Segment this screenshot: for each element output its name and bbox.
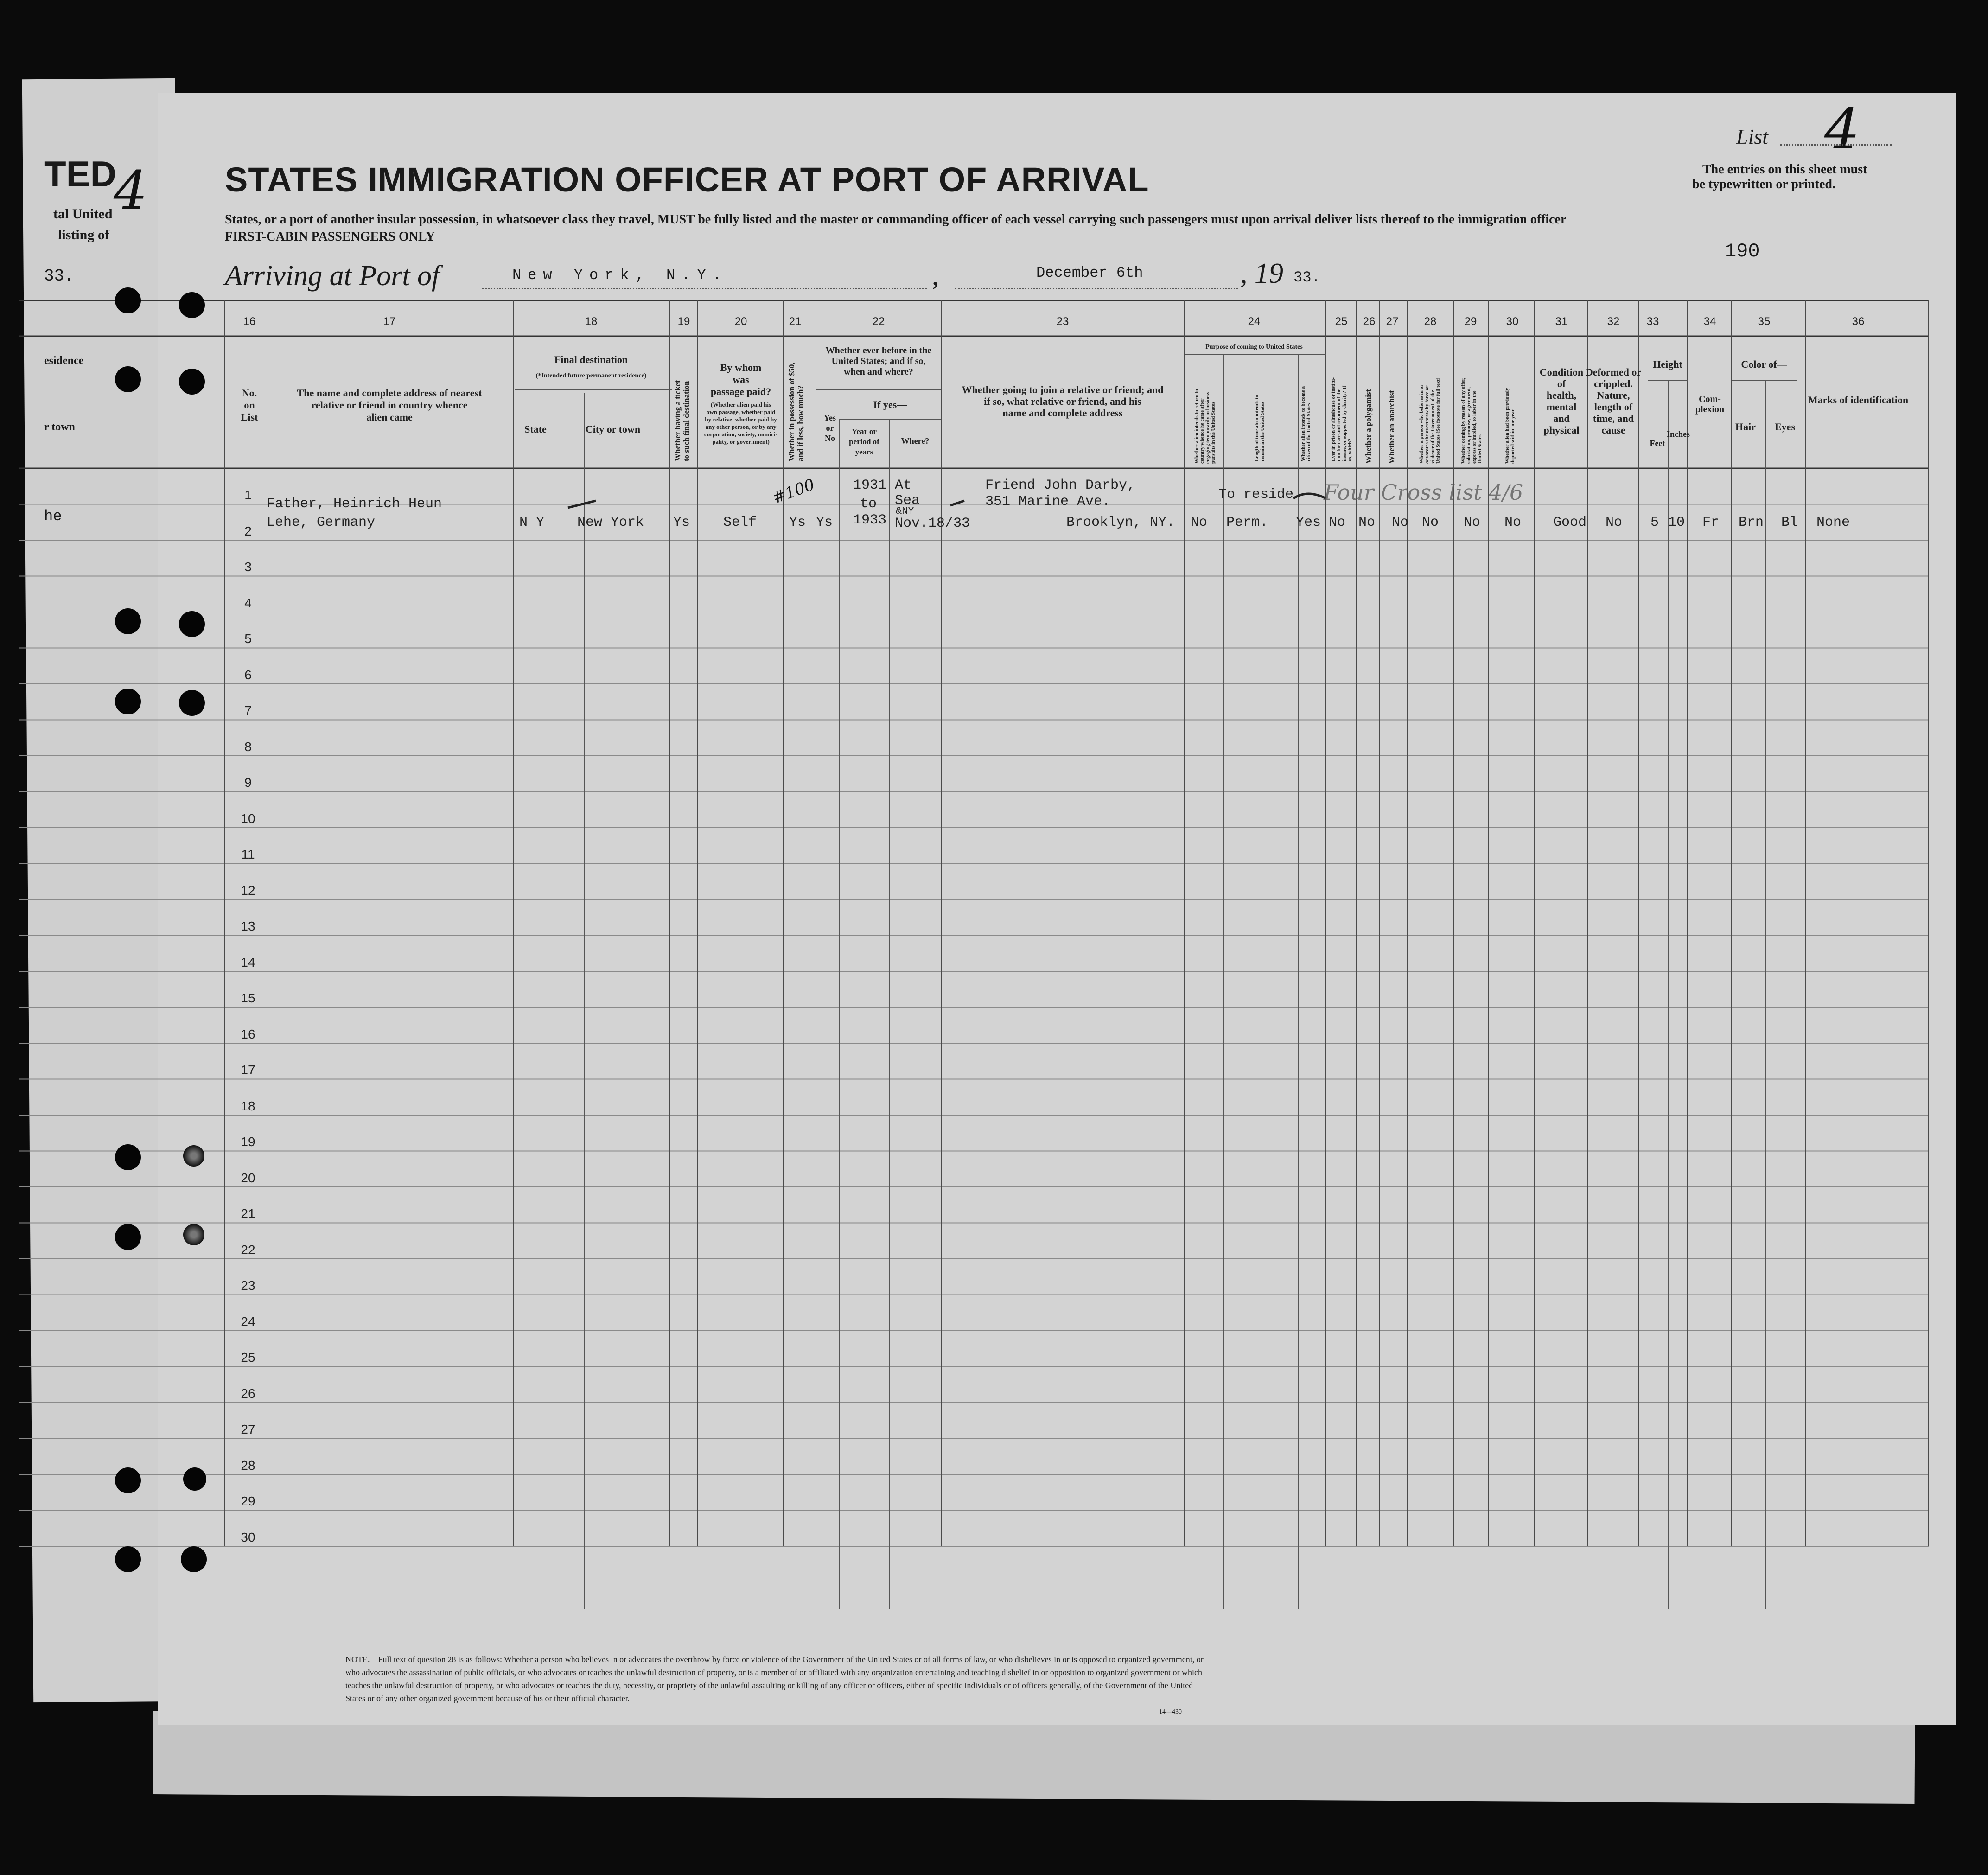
punch-hole: [115, 1144, 141, 1170]
column-number: 22: [872, 315, 885, 328]
sheet-number: 190: [1725, 240, 1760, 262]
flap-title: TED: [44, 153, 116, 194]
header-purpose-length: Length of time alien intends to remain in the United States: [1254, 395, 1265, 461]
footnote: NOTE.—Full text of question 28 is as follows: Whether a person who believes in or advocates the overthrow by force or violence of the Government of the United States or of all forms of law, or who disbelieves in or is opposed to organized government, or who advocates the assassination of public officials, or who advocates or teaches the unlawful destruction of property, or is a member of or affiliated with any organization entertaining and teaching disbelief in or opposition to organized government or which teaches the unlawful destruction of property, or who advocates or teaches the duty, necessity, or propriety of the unlawful assaulting or killing of any officer or officers, either of specific individuals or of officers generally, of the Government of the United States or of any other organized government because of his or their official character.: [345, 1655, 1204, 1703]
header-by-whom: By whom was passage paid?: [710, 362, 771, 397]
punch-hole: [115, 287, 141, 313]
header-no-on-list: No. on List: [241, 387, 258, 423]
cell-joining: Friend John Darby,: [985, 478, 1136, 493]
header-year-period: Year or period of years: [849, 427, 879, 456]
header-feet: Feet: [1650, 439, 1665, 448]
row-number: 22: [241, 1242, 255, 1257]
separator: ,: [932, 260, 939, 291]
header-possession: Whether in possession of $50, and if less, how much?: [787, 362, 805, 461]
punch-hole: [115, 689, 141, 714]
cell-complexion: Fr: [1702, 515, 1720, 530]
header-ever-before: Whether ever before in the United States; and if so, when and where?: [825, 345, 932, 377]
cell-possession: Ys: [789, 515, 806, 530]
header-height: Height: [1653, 358, 1682, 370]
cell-where: Sea: [895, 493, 920, 509]
row-number: 10: [241, 811, 255, 826]
column-number: 17: [383, 315, 396, 328]
arrival-date: December 6th: [1036, 264, 1143, 281]
cell-marks: None: [1816, 515, 1850, 530]
header-color-of: Color of—: [1741, 358, 1787, 370]
cell-relative: Lehe, Germany: [267, 515, 376, 530]
header-ticket: Whether having a ticket to such final destination: [673, 380, 691, 461]
header-deformed: Deformed or crippled. Nature, length of time, and cause: [1585, 366, 1642, 436]
column-number: 25: [1335, 315, 1348, 328]
header-nearest-relative: The name and complete address of nearest relative or friend in country whence alien came: [297, 387, 482, 423]
punch-hole: [179, 611, 205, 637]
column-number: 16: [243, 315, 256, 328]
punch-hole: [115, 1467, 141, 1493]
cell-possession-handwritten: #100: [770, 475, 817, 508]
row-number: 11: [241, 847, 255, 861]
row-number: 23: [241, 1278, 255, 1293]
form-code: 14—430: [1159, 1709, 1182, 1716]
header-anarchist: Whether an anarchist: [1387, 390, 1396, 464]
header-where: Where?: [901, 436, 930, 446]
column-number: 19: [677, 315, 690, 328]
column-number: 26: [1363, 315, 1376, 328]
row-number: 9: [244, 775, 252, 790]
row-number: 2: [244, 523, 252, 538]
cell-joining: 351 Marine Ave.: [985, 494, 1111, 510]
column-number: 20: [734, 315, 747, 328]
header-final-destination-note: (*Intended future permanent residence): [535, 372, 647, 379]
cell-where: &NY: [896, 505, 914, 517]
cell-years: to: [860, 496, 877, 512]
row-number: 19: [241, 1135, 255, 1149]
punch-hole: [179, 292, 205, 318]
column-number: 34: [1703, 315, 1716, 328]
page-subtitle: States, or a port of another insular possession, in whatsoever class they travel, MUST be fully listed and the master or commanding officer of each vessel carrying such passengers must upon arrival deliver lists thereof to the immigration officer: [225, 212, 1567, 227]
row-number: 3: [244, 560, 252, 574]
header-contract-labor: Whether coming by reason of any offer, solicitation, promise, or agreement, express or implied, to labor in the United States: [1460, 377, 1483, 464]
header-purpose-citizen: Whether alien intends to become a citizen of the United States: [1300, 386, 1312, 461]
punch-hole: [115, 1224, 141, 1250]
punch-hole: [115, 366, 141, 392]
punch-hole: [183, 1145, 204, 1167]
cell-feet: 5: [1650, 515, 1659, 530]
cell-relative: Father, Heinrich Heun: [267, 496, 442, 512]
column-number: 27: [1386, 315, 1399, 328]
row-number: 15: [241, 991, 255, 1005]
row-number: 12: [241, 883, 255, 898]
row-number: 6: [244, 667, 252, 682]
row-number: 27: [241, 1422, 255, 1436]
flap-year: 33.: [44, 267, 74, 286]
header-complexion: Com- plexion: [1695, 394, 1725, 415]
cell-ever-before: Ys: [816, 515, 833, 530]
column-number: 36: [1852, 315, 1865, 328]
header-deported: Whether alien had been previously deported within one year: [1504, 388, 1516, 464]
header-joining: Whether going to join a relative or friend; and if so, what relative or friend, and his name and complete address: [962, 384, 1164, 419]
row-number: 29: [241, 1494, 255, 1508]
cell-eyes: Bl: [1781, 515, 1798, 530]
handwritten-annotation: Four Cross list 4/6: [1324, 480, 1523, 505]
header-polygamist: Whether a polygamist: [1364, 389, 1373, 464]
header-city: City or town: [585, 423, 641, 435]
flap-residence-label: esidence: [44, 355, 84, 367]
punch-hole: [115, 608, 141, 634]
row-number: 21: [241, 1206, 255, 1221]
punch-hole: [115, 1546, 141, 1572]
column-number: 28: [1424, 315, 1437, 328]
cell-where: At: [895, 478, 912, 493]
column-number: 21: [789, 315, 802, 328]
cell-years: 1931: [853, 478, 887, 493]
cell-contract: No: [1464, 515, 1481, 530]
column-number: 24: [1248, 315, 1261, 328]
row-number: 8: [244, 739, 252, 754]
punch-hole: [181, 1546, 207, 1572]
cell-overthrow: No: [1422, 515, 1439, 530]
row-number: 17: [241, 1063, 255, 1077]
flap-entry: he: [44, 508, 62, 525]
cell-health: Good: [1553, 515, 1587, 530]
cell-purpose-length: Perm.: [1226, 515, 1268, 530]
column-number: 33: [1646, 315, 1659, 328]
cell-paid-by: Self: [723, 515, 757, 530]
header-purpose: Purpose of coming to United States: [1205, 344, 1303, 351]
row-number: 14: [241, 955, 255, 969]
arrival-port: New York, N.Y.: [512, 267, 728, 284]
header-overthrow: Whether a person who believes in or advocates the overthrow by force or violence of the Government of the United States (See footnote for full text): [1419, 377, 1441, 464]
punch-hole: [179, 690, 205, 716]
flap-handwritten-number: 4: [114, 160, 148, 222]
row-number: 20: [241, 1170, 255, 1185]
row-number: 28: [241, 1458, 255, 1473]
cell-deformed: No: [1606, 515, 1623, 530]
header-health: Condition of health, mental and physical: [1539, 366, 1584, 436]
cell-state: N Y: [519, 515, 545, 530]
header-final-destination: Final destination: [554, 354, 628, 365]
row-number: 4: [244, 595, 252, 610]
row-number: 13: [241, 919, 255, 933]
cell-polygamist: No: [1358, 515, 1376, 530]
header-purpose-return: Whether alien intends to return to country whence he came after engaging temporarily in business pursuits in the United States: [1194, 389, 1216, 464]
cell-where: Nov.18/33: [895, 516, 970, 531]
punch-hole: [183, 1224, 204, 1245]
cell-anarchist: No: [1392, 515, 1409, 530]
cell-inches: 10: [1668, 515, 1685, 530]
header-state: State: [524, 423, 547, 435]
header-if-yes: If yes—: [873, 399, 907, 410]
flap-town-label: r town: [44, 421, 75, 433]
column-number: 31: [1555, 315, 1568, 328]
cell-purpose-length: To reside: [1218, 487, 1294, 503]
column-number: 29: [1464, 315, 1477, 328]
column-number: 23: [1056, 315, 1069, 328]
row-number: 26: [241, 1386, 255, 1401]
row-number: 25: [241, 1350, 255, 1365]
row-number: 16: [241, 1027, 255, 1041]
header-hair: Hair: [1735, 421, 1756, 433]
row-number: 18: [241, 1098, 255, 1113]
column-number: 30: [1506, 315, 1519, 328]
instructions: be typewritten or printed.: [1692, 177, 1835, 191]
page-title: STATES IMMIGRATION OFFICER AT PORT OF ARRIVAL: [225, 160, 1149, 199]
page-subtitle-class: FIRST-CABIN PASSENGERS ONLY: [225, 230, 435, 244]
list-label: List: [1736, 125, 1769, 148]
header-prison: Ever in prison or almshouse or institu- tion for care and treatment of the insane, or supported by charity? If so, which?: [1331, 377, 1353, 461]
cell-citizen: Yes: [1296, 515, 1321, 530]
header-marks: Marks of identification: [1808, 394, 1909, 406]
row-number: 1: [244, 488, 252, 502]
cell-purpose-return: No: [1191, 515, 1208, 530]
row-number: 24: [241, 1314, 255, 1329]
list-number: 4: [1824, 97, 1860, 162]
arrival-year-prefix: , 19: [1240, 258, 1283, 289]
cell-hair: Brn: [1739, 515, 1764, 530]
header-inches: Inches: [1666, 429, 1690, 439]
cell-years: 1933: [853, 512, 887, 528]
cell-city: New York: [577, 515, 644, 530]
punch-hole: [183, 1467, 206, 1491]
flap-line: listing of: [58, 227, 109, 242]
row-number: 7: [244, 703, 252, 718]
cell-joining: Brooklyn, NY.: [1066, 515, 1175, 530]
header-yes-no: Yes or No: [824, 413, 836, 443]
column-number: 35: [1758, 315, 1771, 328]
column-number: 32: [1607, 315, 1620, 328]
cell-deported: No: [1504, 515, 1522, 530]
arriving-label: Arriving at Port of: [225, 260, 440, 292]
header-by-whom-note: (Whether alien paid his own passage, whether paid by relative, whether paid by any other person, or by any corporation, society, munici- pality, or government): [704, 401, 778, 445]
row-number: 5: [244, 631, 252, 646]
punch-hole: [179, 369, 205, 395]
row-number: 30: [241, 1530, 255, 1544]
arrival-year-suffix: 33.: [1293, 269, 1320, 286]
cell-prison: No: [1329, 515, 1346, 530]
header-eyes: Eyes: [1775, 421, 1795, 433]
cell-ticket: Ys: [673, 515, 690, 530]
instructions: The entries on this sheet must: [1702, 162, 1867, 177]
column-number: 18: [585, 315, 598, 328]
flap-line: tal United: [53, 206, 113, 222]
